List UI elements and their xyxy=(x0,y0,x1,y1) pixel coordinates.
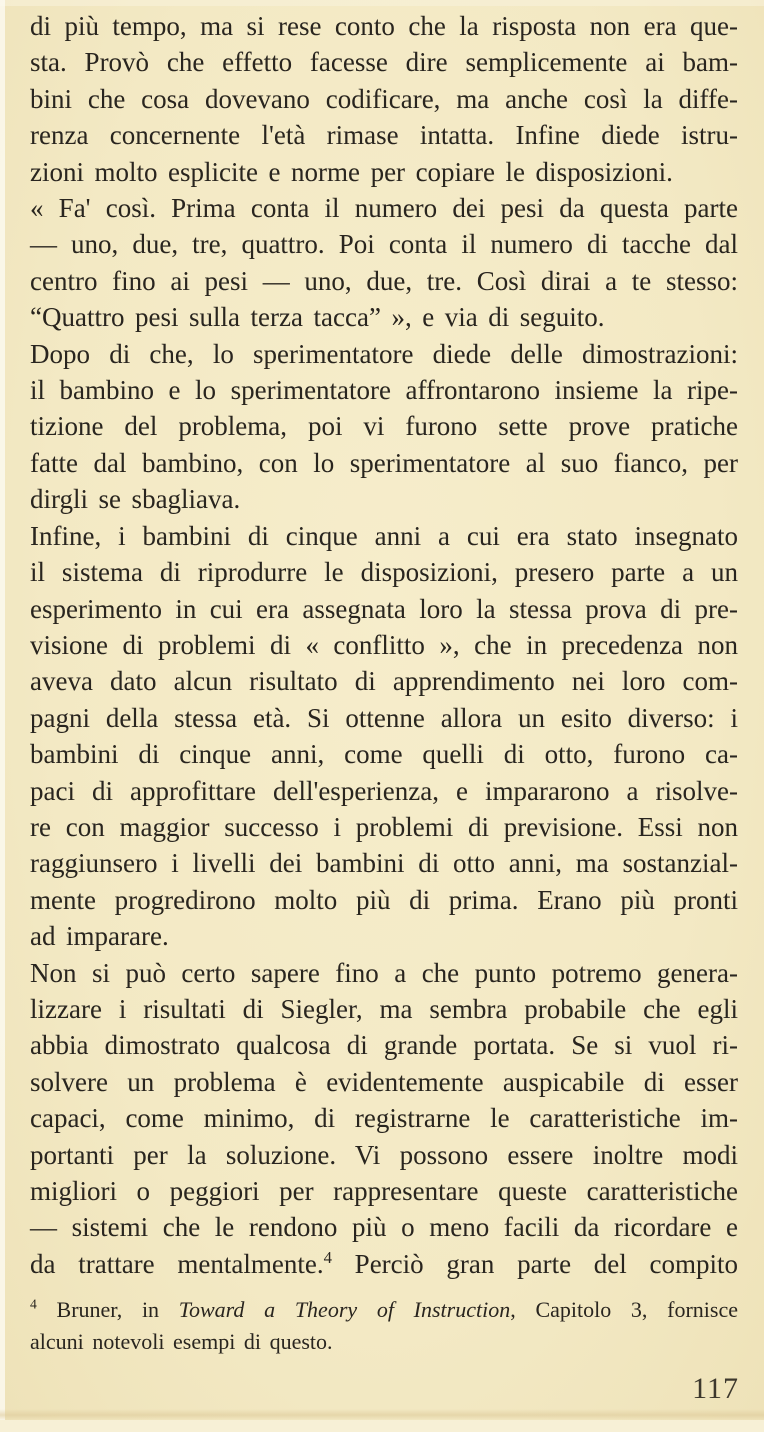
body-text xyxy=(30,8,738,1282)
text-segment: alcuni notevoli esempi di questo. xyxy=(30,1329,333,1354)
text-line xyxy=(30,700,738,736)
footnote-reference: 4 xyxy=(30,1296,37,1312)
text-segment: zioni molto esplicite e norme per copiare le disposizioni. xyxy=(30,156,673,187)
text-line xyxy=(30,882,738,918)
text-segment: aveva dato alcun risultato di apprendimento nei loro com- xyxy=(30,666,738,697)
text-line xyxy=(30,1326,738,1358)
text-line xyxy=(30,299,738,335)
text-line xyxy=(30,154,738,190)
text-line xyxy=(30,1137,738,1173)
text-line xyxy=(30,554,738,590)
text-segment: tizione del problema, poi vi furono sette prove pratiche xyxy=(30,411,738,442)
text-segment: , Capitolo 3, fornisce xyxy=(510,1297,738,1322)
text-line xyxy=(30,1064,738,1100)
text-line xyxy=(30,81,738,117)
text-segment: ad imparare. xyxy=(30,921,169,952)
text-line xyxy=(30,955,738,991)
text-line xyxy=(30,1209,738,1245)
text-segment: solvere un problema è evidentemente auspicabile di esser xyxy=(30,1066,738,1097)
text-line xyxy=(30,591,738,627)
italic-text: Toward a Theory of Instruction xyxy=(178,1297,511,1322)
text-segment: dirgli se sbagliava. xyxy=(30,484,241,515)
text-line xyxy=(30,1294,738,1326)
text-segment: visione di problemi di « conflitto », che in precedenza non xyxy=(30,629,738,660)
text-segment: Perciò gran parte del compito xyxy=(331,1248,738,1279)
text-segment: portanti per la soluzione. Vi possono essere inoltre modi xyxy=(30,1139,738,1170)
text-line xyxy=(30,1027,738,1063)
text-segment: fatte dal bambino, con lo sperimentatore al suo fianco, per xyxy=(30,447,738,478)
text-line xyxy=(30,736,738,772)
text-segment: bambini di cinque anni, come quelli di otto, furono ca- xyxy=(30,739,738,770)
paragraph xyxy=(30,190,738,336)
text-line xyxy=(30,809,738,845)
text-segment: sta. Provò che effetto facesse dire semplicemente ai bam- xyxy=(30,47,738,78)
page-left-edge xyxy=(0,0,5,1432)
text-line xyxy=(30,518,738,554)
paragraph xyxy=(30,8,738,190)
text-line xyxy=(30,117,738,153)
text-segment: re con maggior successo i problemi di previsione. Essi non xyxy=(30,811,738,842)
paragraph xyxy=(30,518,738,955)
text-segment: Dopo di che, lo sperimentatore diede delle dimostrazioni: xyxy=(30,338,738,369)
text-line xyxy=(30,627,738,663)
page-bottom-shadow xyxy=(0,1409,764,1420)
text-segment: migliori o peggiori per rappresentare queste caratteristiche xyxy=(30,1176,738,1206)
text-segment: esperimento in cui era assegnata loro la stessa prova di pre- xyxy=(30,593,738,624)
text-segment: il sistema di riprodurre le disposizioni, presero parte a un xyxy=(30,557,738,588)
text-line xyxy=(30,663,738,699)
text-line xyxy=(30,8,738,44)
footnote-reference: 4 xyxy=(323,1247,332,1267)
text-segment: pagni della stessa età. Si ottenne allora un esito diverso: i xyxy=(30,702,738,733)
text-line xyxy=(30,773,738,809)
text-segment: il bambino e lo sperimentatore affrontarono insieme la ripe- xyxy=(30,375,738,406)
text-line xyxy=(30,408,738,444)
page-bottom-edge xyxy=(0,1420,764,1432)
text-line xyxy=(30,991,738,1027)
text-line xyxy=(30,445,738,481)
text-line xyxy=(30,44,738,80)
text-line xyxy=(30,845,738,881)
text-line xyxy=(30,372,738,408)
text-segment: Infine, i bambini di cinque anni a cui era stato insegnato xyxy=(30,520,738,551)
text-segment: capaci, come minimo, di registrarne le caratteristiche im- xyxy=(30,1103,738,1134)
text-line xyxy=(30,1100,738,1136)
paragraph xyxy=(30,955,738,1283)
text-segment: mente progredirono molto più di prima. Erano più pronti xyxy=(30,884,738,915)
text-line xyxy=(30,481,738,517)
page-top-edge xyxy=(0,0,764,6)
text-line xyxy=(30,190,738,226)
text-segment: “Quattro pesi sulla terza tacca” », e via di seguito. xyxy=(30,302,605,333)
text-line xyxy=(30,918,738,954)
text-segment: abbia dimostrato qualcosa di grande portata. Se si vuol ri- xyxy=(30,1030,738,1061)
text-segment: « Fa' così. Prima conta il numero dei pesi da questa parte xyxy=(30,193,738,224)
text-segment: — sistemi che le rendono più o meno facili da ricordare e xyxy=(30,1212,738,1243)
text-segment: paci di approfittare dell'esperienza, e impararono a risolve- xyxy=(30,775,738,806)
text-line xyxy=(30,1246,738,1282)
text-line xyxy=(30,1173,738,1209)
text-segment: centro fino ai pesi — uno, due, tre. Così dirai a te stesso: xyxy=(30,265,738,296)
text-line xyxy=(30,263,738,299)
text-segment: da trattare mentalmente. xyxy=(30,1248,324,1279)
text-line xyxy=(30,226,738,262)
text-segment: lizzare i risultati di Siegler, ma sembra probabile che egli xyxy=(30,993,738,1024)
text-segment: raggiunsero i livelli dei bambini di otto anni, ma sostanzial- xyxy=(30,848,738,879)
text-segment: Non si può certo sapere fino a che punto potremo genera- xyxy=(30,957,738,988)
footnote xyxy=(30,1294,738,1358)
text-line xyxy=(30,336,738,372)
paragraph xyxy=(30,336,738,518)
text-segment: — uno, due, tre, quattro. Poi conta il numero di tacche dal xyxy=(30,229,738,260)
text-segment: bini che cosa dovevano codificare, ma anche così la diffe- xyxy=(30,83,738,114)
text-segment: Bruner, in xyxy=(36,1297,179,1322)
page-number: 117 xyxy=(692,1372,739,1405)
text-segment: di più tempo, ma si rese conto che la risposta non era que- xyxy=(30,11,738,41)
text-segment: renza concernente l'età rimase intatta. Infine diede istru- xyxy=(30,120,738,151)
